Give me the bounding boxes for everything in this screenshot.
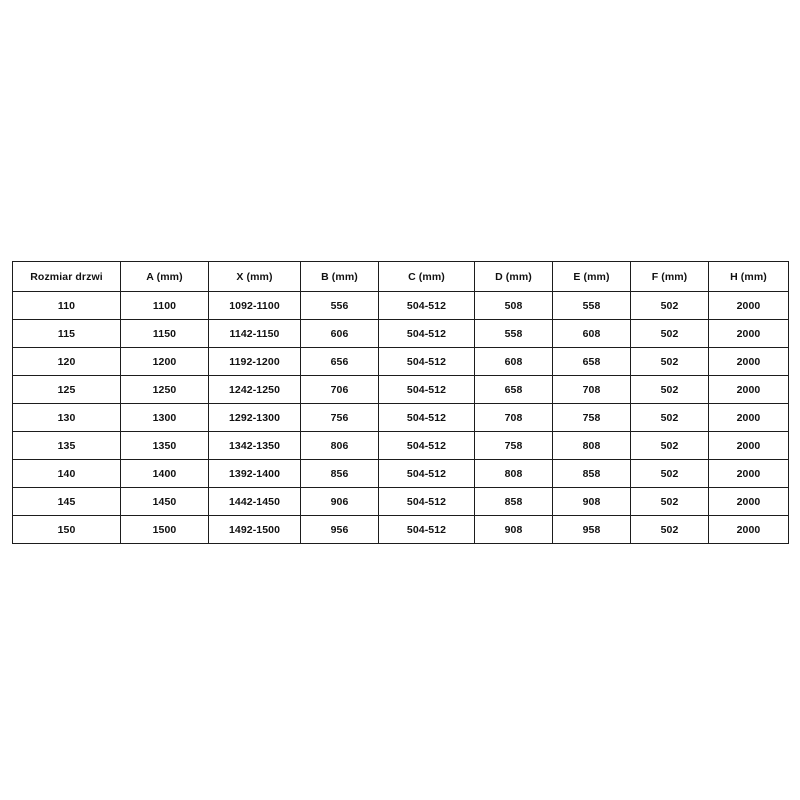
cell-f: 502 xyxy=(631,348,709,376)
cell-e: 858 xyxy=(553,460,631,488)
cell-b: 856 xyxy=(301,460,379,488)
cell-d: 858 xyxy=(475,488,553,516)
column-header-e: E (mm) xyxy=(553,262,631,292)
cell-size: 135 xyxy=(13,432,121,460)
cell-c: 504-512 xyxy=(379,516,475,544)
column-header-c: C (mm) xyxy=(379,262,475,292)
cell-a: 1300 xyxy=(121,404,209,432)
cell-size: 130 xyxy=(13,404,121,432)
cell-f: 502 xyxy=(631,516,709,544)
cell-size: 110 xyxy=(13,292,121,320)
cell-size: 115 xyxy=(13,320,121,348)
cell-c: 504-512 xyxy=(379,432,475,460)
cell-e: 758 xyxy=(553,404,631,432)
cell-x: 1192-1200 xyxy=(209,348,301,376)
cell-x: 1342-1350 xyxy=(209,432,301,460)
specification-table xyxy=(12,261,789,544)
cell-e: 908 xyxy=(553,488,631,516)
cell-b: 656 xyxy=(301,348,379,376)
cell-x: 1242-1250 xyxy=(209,376,301,404)
cell-h: 2000 xyxy=(709,292,789,320)
table-row xyxy=(13,460,789,488)
cell-a: 1250 xyxy=(121,376,209,404)
cell-b: 606 xyxy=(301,320,379,348)
cell-e: 658 xyxy=(553,348,631,376)
cell-h: 2000 xyxy=(709,348,789,376)
table-row xyxy=(13,348,789,376)
table-row xyxy=(13,432,789,460)
cell-x: 1392-1400 xyxy=(209,460,301,488)
cell-d: 908 xyxy=(475,516,553,544)
cell-d: 508 xyxy=(475,292,553,320)
cell-d: 708 xyxy=(475,404,553,432)
cell-f: 502 xyxy=(631,376,709,404)
cell-h: 2000 xyxy=(709,488,789,516)
cell-c: 504-512 xyxy=(379,376,475,404)
table-header xyxy=(13,262,789,292)
cell-b: 906 xyxy=(301,488,379,516)
cell-f: 502 xyxy=(631,320,709,348)
cell-x: 1492-1500 xyxy=(209,516,301,544)
cell-d: 808 xyxy=(475,460,553,488)
cell-e: 708 xyxy=(553,376,631,404)
cell-x: 1092-1100 xyxy=(209,292,301,320)
cell-e: 558 xyxy=(553,292,631,320)
cell-size: 145 xyxy=(13,488,121,516)
cell-d: 558 xyxy=(475,320,553,348)
cell-size: 140 xyxy=(13,460,121,488)
cell-d: 758 xyxy=(475,432,553,460)
cell-x: 1292-1300 xyxy=(209,404,301,432)
cell-a: 1500 xyxy=(121,516,209,544)
cell-c: 504-512 xyxy=(379,320,475,348)
cell-a: 1350 xyxy=(121,432,209,460)
cell-c: 504-512 xyxy=(379,488,475,516)
column-header-a: A (mm) xyxy=(121,262,209,292)
cell-c: 504-512 xyxy=(379,460,475,488)
cell-h: 2000 xyxy=(709,516,789,544)
cell-f: 502 xyxy=(631,404,709,432)
cell-h: 2000 xyxy=(709,404,789,432)
cell-size: 125 xyxy=(13,376,121,404)
cell-d: 658 xyxy=(475,376,553,404)
table-header-row xyxy=(13,262,789,292)
cell-f: 502 xyxy=(631,432,709,460)
table-row xyxy=(13,404,789,432)
cell-a: 1200 xyxy=(121,348,209,376)
cell-b: 706 xyxy=(301,376,379,404)
column-header-b: B (mm) xyxy=(301,262,379,292)
cell-c: 504-512 xyxy=(379,404,475,432)
cell-f: 502 xyxy=(631,460,709,488)
table-row xyxy=(13,320,789,348)
column-header-d: D (mm) xyxy=(475,262,553,292)
cell-b: 756 xyxy=(301,404,379,432)
cell-f: 502 xyxy=(631,488,709,516)
cell-x: 1442-1450 xyxy=(209,488,301,516)
cell-b: 956 xyxy=(301,516,379,544)
table-row xyxy=(13,516,789,544)
cell-size: 120 xyxy=(13,348,121,376)
specification-table-container xyxy=(12,261,788,544)
cell-a: 1400 xyxy=(121,460,209,488)
cell-size: 150 xyxy=(13,516,121,544)
cell-e: 958 xyxy=(553,516,631,544)
table-body xyxy=(13,292,789,544)
cell-h: 2000 xyxy=(709,460,789,488)
cell-c: 504-512 xyxy=(379,292,475,320)
cell-h: 2000 xyxy=(709,320,789,348)
table-row xyxy=(13,376,789,404)
cell-f: 502 xyxy=(631,292,709,320)
table-row xyxy=(13,292,789,320)
cell-d: 608 xyxy=(475,348,553,376)
column-header-rozmiar-drzwi: Rozmiar drzwi xyxy=(13,262,121,292)
cell-h: 2000 xyxy=(709,432,789,460)
cell-c: 504-512 xyxy=(379,348,475,376)
cell-x: 1142-1150 xyxy=(209,320,301,348)
column-header-f: F (mm) xyxy=(631,262,709,292)
cell-a: 1150 xyxy=(121,320,209,348)
column-header-x: X (mm) xyxy=(209,262,301,292)
cell-h: 2000 xyxy=(709,376,789,404)
cell-e: 608 xyxy=(553,320,631,348)
cell-b: 806 xyxy=(301,432,379,460)
cell-e: 808 xyxy=(553,432,631,460)
table-row xyxy=(13,488,789,516)
cell-b: 556 xyxy=(301,292,379,320)
cell-a: 1100 xyxy=(121,292,209,320)
column-header-h: H (mm) xyxy=(709,262,789,292)
cell-a: 1450 xyxy=(121,488,209,516)
